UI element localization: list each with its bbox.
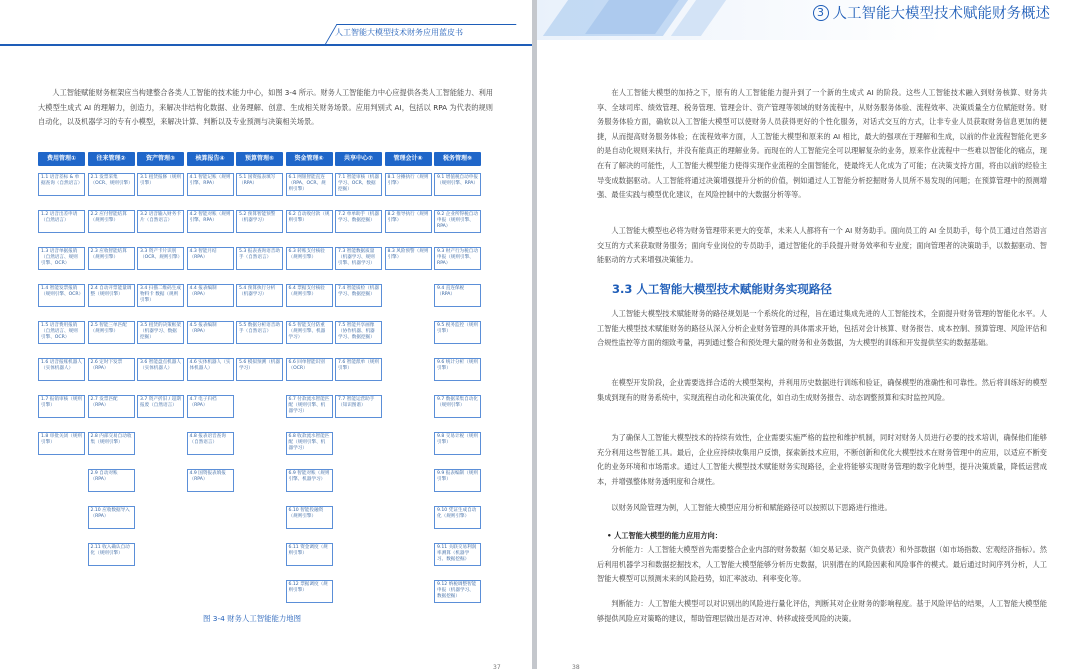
column-header: 费用管理① (38, 152, 85, 166)
capability-cell: 9.10 凭证生成自动化（规则引擎） (434, 506, 481, 529)
capability-cell: 2.3 应收智能结算（规则引擎） (88, 247, 135, 270)
capability-column (38, 152, 85, 445)
capability-cell: 8.2 推导执行（规则引擎） (385, 210, 432, 233)
capability-column (385, 152, 432, 260)
capability-cell: 2.4 自动开票能量调整（规则引擎） (88, 284, 135, 307)
capability-cell: 4.4 报表编制（RPA） (187, 284, 234, 307)
bullet-heading: • 人工智能大模型的能力应用方向： (607, 531, 722, 540)
capability-cell: 6.11 资金调度（规则引擎） (286, 543, 333, 566)
capability-cell: 3.3 资产卡片识别（OCR、规则引擎） (137, 247, 184, 270)
capability-cell: 1.4 智能发票报销（规则引擎、OCR） (38, 284, 85, 307)
capability-cell: 7.5 智能共享画像（协作机器、机器学习、数据挖掘） (335, 321, 382, 344)
capability-cell: 4.7 电子归档（RPA） (187, 395, 234, 418)
capability-cell: 2.10 应收数据导入（RPA） (88, 506, 135, 529)
column-header: 预算管理⑤ (236, 152, 283, 166)
capability-cell: 6.1 网银智能直连（RPA、OCR、规则引擎） (286, 173, 333, 196)
capability-cell: 6.5 智能支付防重（规则引擎、机器学习） (286, 321, 333, 344)
capability-cell: 5.5 数据分析语音助手（自然语言） (236, 321, 283, 344)
page-header (0, 20, 532, 48)
capability-cell: 9.7 数据采集自动化（规则引擎） (434, 395, 481, 418)
capability-cell: 4.8 报表语音查询（自然语言） (187, 432, 234, 455)
capability-column (434, 152, 481, 599)
column-header: 税务管理⑨ (434, 152, 481, 166)
capability-cell: 9.8 交易计税（规则引擎） (434, 432, 481, 455)
capability-cell: 2.6 定时下发票（RPA） (88, 358, 135, 381)
capability-cell: 6.8 收款流水智能匹配（规则引擎、机器学习） (286, 432, 333, 455)
capability-cell: 6.2 自动收付款（规则引擎） (286, 210, 333, 233)
capability-cell: 7.2 单单助手（机器学习、数据挖掘） (335, 210, 382, 233)
capability-cell: 1.5 语音费用报销（自然语言、规则引擎、OCR） (38, 321, 85, 344)
capability-cell: 4.9 国资报表填报（RPA） (187, 469, 234, 492)
column-header: 共享中心⑦ (335, 152, 382, 166)
capability-cell: 4.5 报表编制（RPA） (187, 321, 234, 344)
capability-cell: 2.7 发票匹配（RPA） (88, 395, 135, 418)
capability-cell: 6.3 转账支付核验（规则引擎） (286, 247, 333, 270)
capability-cell: 3.2 语音输入财务卡片（自然语言） (137, 210, 184, 233)
capability-column (335, 152, 382, 408)
page-number: 38 (572, 664, 580, 669)
capability-cell: 1.8 审批关闭（规则引擎） (38, 432, 85, 455)
page-number: 37 (493, 664, 501, 669)
capability-cell: 4.6 实体机器人（实体机器人） (187, 358, 234, 381)
capability-cell: 6.12 票据调度（规则引擎） (286, 580, 333, 603)
paragraph: 人工智能大模型也必将为财务管理带来更大的变革，未来人人都将有一个 AI 财务助手。面向员工的 AI 全员助手，每个员工通过自然语言交互的方式来获取财务服务；面向专业岗位的专员助手，通过智能化的手段提升财务效率和专业度；面向管理者的决策助手，以数据驱动、智能驱动的方式来增强决策能力。 (597, 226, 1047, 265)
capability-column (137, 152, 184, 408)
capability-cell: 9.12 纳税调整智能申报（机器学习、数据挖掘） (434, 580, 481, 603)
capability-cell: 9.9 报表编制（规则引擎） (434, 469, 481, 492)
capability-cell: 3.7 资产折旧 / 超期报废（自然语言） (137, 395, 184, 418)
capability-cell: 5.3 报表查询语音助手（自然语言） (236, 247, 283, 270)
capability-cell: 8.3 风险预警（规则引擎） (385, 247, 432, 270)
capability-column (236, 152, 283, 371)
capability-cell: 5.4 预算执行分析（机器学习） (236, 284, 283, 307)
column-header: 核算报告④ (187, 152, 234, 166)
right-page (537, 0, 1080, 669)
capability-cell: 2.1 发票采集（OCR、规则引擎） (88, 173, 135, 196)
intro-paragraph: 人工智能赋能财务框架应当构建整合各类人工智能的技术能力中心，如图 3-4 所示。财务人工智能能力中心应提供各类人工智能能力、利用大模型生成式 AI 的理解力，创造力，来解决非结构化数据、业务理解、创意、生成相关财务场景。应用判别式 AI，包括以 RPA 为代表的规则自动化，以及机器学习的专有小模型，来解决计算、判断以及专业预测与决策相关场景。 (38, 88, 493, 127)
paragraph: 判断能力：人工智能大模型可以对识别出的风险进行量化评估，判断其对企业财务的影响程度。基于风险评估的结果，人工智能大模型能够提供风险应对策略的建议，帮助管理层做出是否对冲、转移或接受风险的决策。 (597, 599, 1047, 623)
capability-cell: 5.1 国资报表填写（RPA） (236, 173, 283, 196)
column-header: 往来管理② (88, 152, 135, 166)
capability-cell: 9.6 统计分析（规则引擎） (434, 358, 481, 381)
capability-cell: 3.5 租赁的决策框架（机器学习、数据挖掘） (137, 321, 184, 344)
running-title: 人工智能大模型技术财务应用蓝皮书 (335, 28, 463, 37)
capability-cell: 7.4 智能质检（机器学习、数据挖掘） (335, 284, 382, 307)
paragraph: 为了确保人工智能大模型技术的持续有效性，企业需要实施严格的监控和维护机制，同时对财务人员进行必要的技术培训，确保他们能够充分利用这些智能工具。最后，企业应持续收集用户反馈，探索新技术应用，不断创新和优化大模型技术在财务管理中的应用，以适应不断变化的业务环境和市场需求。通过人工智能大模型技术赋能财务实现路径，企业将能够实现财务管理的数字化转型，提升决策质量，降低运营成本，并增强整体财务透明度和合规性。 (597, 433, 1047, 486)
capability-cell: 2.8 内部交易自动收集（规则引擎） (88, 432, 135, 455)
capability-column (286, 152, 333, 593)
header-rule (0, 44, 532, 46)
capability-cell: 6.7 付款流水智能匹配（规则引擎、机器学习） (286, 395, 333, 418)
capability-cell: 4.2 智能对账（规则引擎、RPA） (187, 210, 234, 233)
capability-cell: 2.2 应付智能结算（规则引擎） (88, 210, 135, 233)
paragraph: 分析能力：人工智能大模型首先需要整合企业内部的财务数据（如交易记录、资产负债表）和外部数据（如市场指数、宏观经济指标）。然后利用机器学习和数据挖掘技术，人工智能大模型能够分析历史数据，识别潜在的风险因素和风险事件的模式。最后通过时间序列分析，人工智能大模型可以预测未来的风险趋势，如汇率波动、利率变化等。 (597, 545, 1047, 584)
capability-cell: 7.3 智能数据质量（机器学习、规则引擎、机器学习） (335, 247, 382, 270)
capability-cell: 2.9 自动对账（RPA） (88, 469, 135, 492)
capability-column (187, 152, 234, 482)
capability-cell: 9.4 直连保税（RPA） (434, 284, 481, 307)
capability-cell: 5.2 预算智能预警（机器学习） (236, 210, 283, 233)
capability-cell: 6.9 智能对账（规则引擎、机器学习） (286, 469, 333, 492)
chapter-heading (813, 2, 1051, 23)
capability-cell: 4.3 智能月结（RPA） (187, 247, 234, 270)
left-page (0, 0, 532, 669)
column-header: 资产管理③ (137, 152, 184, 166)
capability-cell: 1.2 语音出差申请（自然语言） (38, 210, 85, 233)
figure-caption: 图 3-4 财务人工智能能力地图 (203, 614, 302, 623)
capability-cell: 6.6 回单智能识别（OCR） (286, 358, 333, 381)
capability-cell: 9.5 税务监控（规则引擎） (434, 321, 481, 344)
chapter-banner (537, 0, 1080, 40)
paragraph: 在人工智能大模型的加持之下，原有的人工智能能力提升到了一个新的生成式 AI 的阶段。这些人工智能技术融入到财务核算、财务共享、全球司库、绩效管理、税务管理、管理会计、资产管理等领域的财务流程中，从财务服务体验、流程效率、决策质量全方位赋能财务。财务服务体验方面，确软以入工智能大模型可以使财务人员获得更好的个性化服务，对话式交互的方式，让非专业人员获取财务信息更加的便捷，从而提高财务服务体验；在流程效率方面，人工智能大模型和原来的 AI 相比，最大的强项在于理解和生成，以前的作业流程智能化更多的是自动化规则来执行，并没有能真正的理解业务。而现在的人工智能完全可以理解复杂的业务，原来作业流程中一些难以智能化的痛点，现在有了解决的可能性，人工智能大模型能力使得实现作业流程的全面智能化，使最终无人化成为了可能；在决策支持方面，将由以前的经验主导变成数据驱动。人工智能将通过决策增强提升分析的价值，例如通过人工智能分析挖掘财务人员所不易发现的问题；在预算管理中的预测增强、最佳实践与模型优化建议，在风险控制中的大数据分析等等。 (597, 88, 1047, 200)
capability-cell: 7.1 智能审核（机器学习、OCR、数据挖掘） (335, 173, 382, 196)
capability-cell: 1.3 语音单据报销（自然语言、规则引擎、OCR） (38, 247, 85, 270)
capability-cell: 4.1 智能记账（规则引擎、RPA） (187, 173, 234, 196)
capability-cell: 1.7 报销审核（规则引擎） (38, 395, 85, 418)
paragraph: 以财务风险管理为例，人工智能大模型应用分析和赋能路径可以按照以下思路进行推进。 (611, 503, 892, 512)
paragraph: 在模型开发阶段，企业需要选择合适的大模型架构，并利用历史数据进行训练和验证，确保模型的准确性和可靠性。然后将训练好的模型集成到现有的财务系统中，实现流程自动化和决策优化，如自动生成财务报告、动态调整预算和实时监控风险。 (597, 378, 1047, 402)
capability-cell: 2.11 收入确认自动化（规则引擎） (88, 543, 135, 566)
capability-cell: 9.3 财产行为税自动申报（规则引擎、RPA） (434, 247, 481, 270)
chapter-title: 人工智能大模型技术赋能财务概述 (832, 6, 1050, 22)
capability-cell: 3.4 扫描二维码生成物料卡 数据（规则引擎） (137, 284, 184, 307)
capability-cell: 5.6 模拟预测（机器学习） (236, 358, 283, 381)
capability-cell: 7.7 智能运营助手（知识图谱） (335, 395, 382, 418)
capability-cell: 3.6 智能盘点机器人（实体机器人） (137, 358, 184, 381)
capability-cell: 6.4 票据支付核验（规则引擎） (286, 284, 333, 307)
capability-cell: 8.1 分摊执行（规则引擎） (385, 173, 432, 196)
column-header: 资金管理⑥ (286, 152, 333, 166)
capability-cell: 6.10 智能投融资（规则引擎） (286, 506, 333, 529)
capability-cell: 3.1 租赁报修（规则引擎） (137, 173, 184, 196)
paragraph: 人工智能大模型技术赋能财务的路径规划是一个系统化的过程，旨在通过集成先进的人工智能技术，全面提升财务管理的智能化水平。人工智能大模型技术赋能财务的路径从深入分析企业财务管理的具体需求开始，包括对会计核算、财务报告、成本控制、预算管理、风险评估和合规性监控等方面的细致考量，再到通过整合和预处理大量的财务和业务数据，为大模型的训练和开发提供坚实的数据基础。 (597, 309, 1047, 348)
capability-cell: 7.6 智能派单（规则引擎） (335, 358, 382, 381)
capability-cell: 9.2 企业所得税自动申报（规则引擎、RPA） (434, 210, 481, 233)
column-header: 管理会计⑧ (385, 152, 432, 166)
capability-cell: 9.1 增值税自动申报（规则引擎、RPA） (434, 173, 481, 196)
capability-cell: 1.6 语音报账机器人（实体机器人） (38, 358, 85, 381)
chapter-number-badge: 3 (813, 5, 829, 21)
capability-cell: 2.5 智能三单匹配（规则引擎） (88, 321, 135, 344)
capability-column (88, 152, 135, 556)
capability-cell: 9.11 关联交易利润率测算（机器学习、数据挖掘） (434, 543, 481, 566)
capability-cell: 1.1 语音差标 & 单据查询（自然语言） (38, 173, 85, 196)
section-heading: 3.3 人工智能大模型技术赋能财务实现路径 (612, 282, 832, 296)
